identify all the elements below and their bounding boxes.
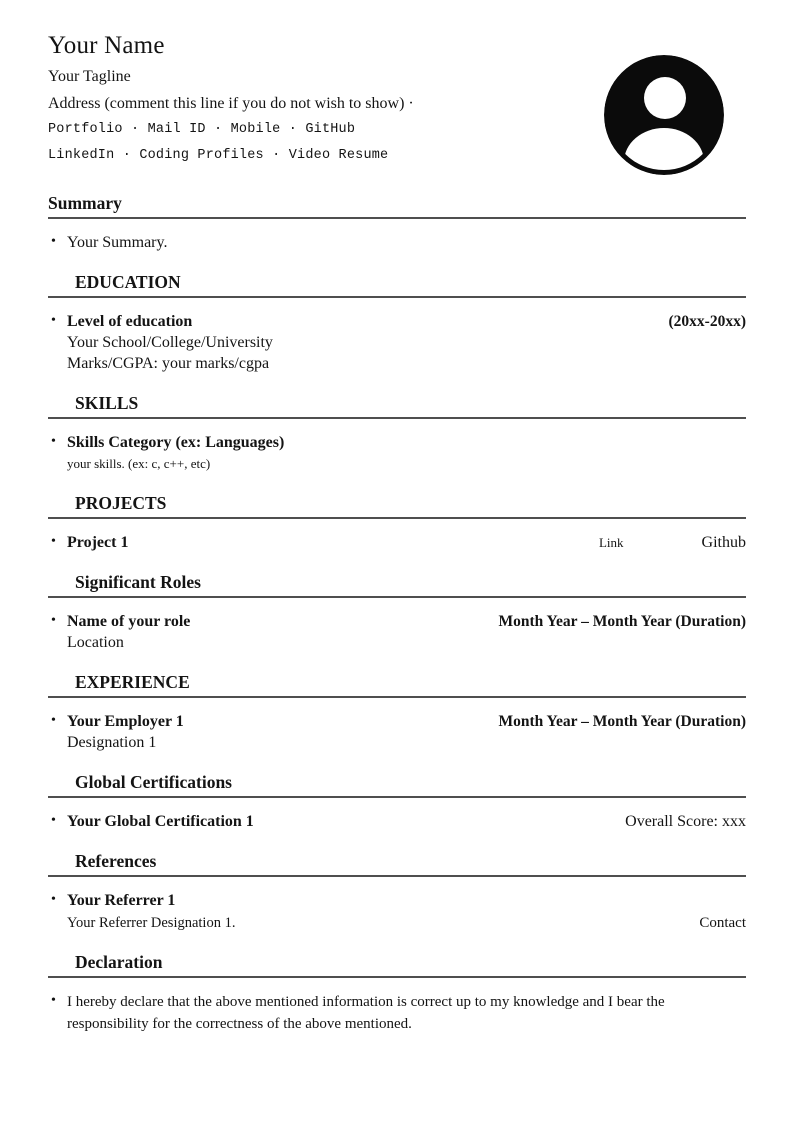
section-education [48, 271, 746, 374]
section-declaration [48, 951, 746, 1035]
employment-designation: Designation 1 [67, 734, 157, 751]
education-school: Your School/College/University [67, 334, 273, 351]
name-heading: Your Name [48, 32, 165, 59]
project-link[interactable]: Link [598, 535, 624, 550]
role-duration: Month Year – Month Year (Duration) [498, 613, 746, 630]
section-heading-rule [48, 492, 746, 519]
resume-header [48, 30, 746, 169]
employment-duration: Month Year – Month Year (Duration) [498, 713, 746, 730]
project-entry [48, 532, 746, 553]
section-heading-rule [48, 951, 746, 978]
section-heading-significant-roles: Significant Roles [75, 572, 201, 592]
person-circle-icon [604, 55, 724, 175]
section-heading-projects: PROJECTS [75, 493, 167, 513]
section-projects [48, 492, 746, 553]
education-marks: Marks/CGPA: your marks/cgpa [67, 355, 270, 372]
section-heading-declaration: Declaration [75, 952, 163, 972]
section-heading-education: EDUCATION [75, 272, 181, 292]
section-heading-references: References [75, 851, 157, 871]
contact-links-line-1[interactable]: Portfolio · Mail ID · Mobile · GitHub [48, 122, 356, 137]
section-experience [48, 671, 746, 753]
contact-links-line-2[interactable]: LinkedIn · Coding Profiles · Video Resume [48, 148, 389, 163]
employer-name: Your Employer 1 [67, 713, 184, 730]
role-location: Location [67, 634, 124, 651]
skills-detail: your skills. (ex: c, c++, etc) [67, 456, 211, 471]
declaration-text: I hereby declare that the above mentioned information is correct up to my knowledge and I bear the responsibility for the correctness of the above mentioned. [67, 994, 665, 1032]
education-dates: (20xx-20xx) [668, 313, 746, 330]
summary-entry [48, 232, 746, 253]
section-global-certifications [48, 771, 746, 832]
reference-sub-row [48, 913, 746, 933]
referrer-contact-link[interactable]: Contact [699, 915, 746, 931]
experience-entry [48, 711, 746, 732]
tagline-text: Your Tagline [48, 68, 131, 85]
education-level: Level of education [67, 313, 193, 330]
bullet-icon: • [51, 993, 56, 1008]
bullet-icon: • [51, 313, 56, 328]
bullet-icon: • [51, 534, 56, 549]
profile-avatar [604, 55, 724, 175]
role-entry [48, 611, 746, 632]
section-skills [48, 392, 746, 474]
bullet-icon: • [51, 813, 56, 828]
certification-name: Your Global Certification 1 [67, 813, 254, 830]
skills-category: Skills Category (ex: Languages) [67, 434, 285, 451]
project-links [599, 532, 746, 553]
section-summary [48, 192, 746, 253]
section-heading-rule [48, 392, 746, 419]
section-heading-rule [48, 771, 746, 798]
education-entry [48, 311, 746, 332]
reference-entry [48, 890, 746, 911]
section-significant-roles [48, 571, 746, 653]
bullet-icon: • [51, 713, 56, 728]
project-title: Project 1 [67, 534, 129, 551]
section-heading-rule [48, 192, 746, 219]
bullet-icon: • [51, 234, 56, 249]
section-heading-summary: Summary [48, 193, 122, 213]
section-heading-rule [48, 671, 746, 698]
section-heading-experience: EXPERIENCE [75, 672, 190, 692]
bullet-icon: • [51, 892, 56, 907]
referrer-designation: Your Referrer Designation 1. [67, 915, 236, 931]
certification-entry [48, 811, 746, 832]
certification-score: Overall Score: xxx [625, 813, 746, 830]
section-references [48, 850, 746, 933]
bullet-icon: • [51, 613, 56, 628]
summary-text: Your Summary. [67, 234, 168, 251]
role-name: Name of your role [67, 613, 191, 630]
section-heading-rule [48, 271, 746, 298]
section-heading-rule [48, 571, 746, 598]
declaration-entry [48, 991, 746, 1035]
referrer-name: Your Referrer 1 [67, 892, 176, 909]
project-github-link[interactable]: Github [701, 534, 746, 551]
address-text: Address (comment this line if you do not wish to show) · [48, 95, 414, 112]
section-heading-skills: SKILLS [75, 393, 139, 413]
section-heading-global-certifications: Global Certifications [75, 772, 232, 792]
skills-entry [48, 432, 746, 453]
section-heading-rule [48, 850, 746, 877]
bullet-icon: • [51, 434, 56, 449]
